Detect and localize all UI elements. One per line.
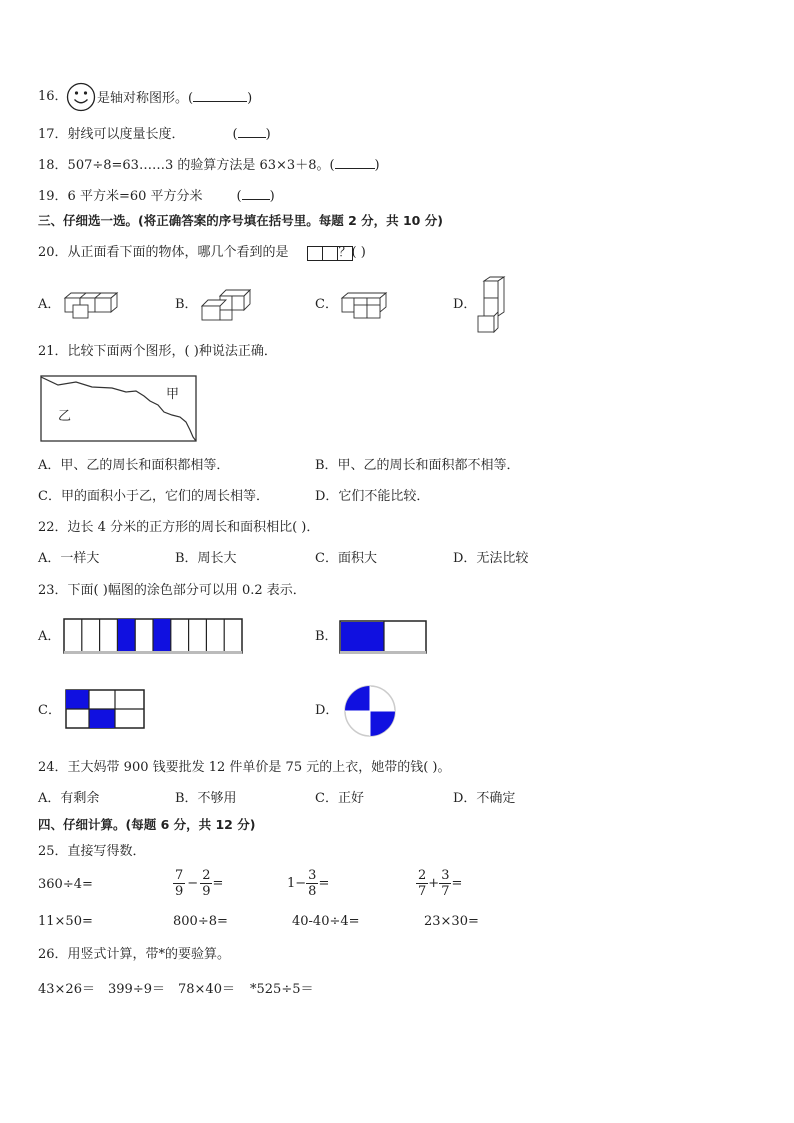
- fraction: $\frac{2}{9}$: [202, 868, 211, 899]
- calc-r2-c4: 23×30=: [424, 914, 479, 929]
- q21-option-d[interactable]: D．它们不能比较．: [315, 489, 430, 504]
- answer-blank[interactable]: [335, 155, 375, 169]
- calc-r2-c2: 800÷8=: [173, 914, 228, 929]
- fraction-strip-b: [339, 620, 429, 656]
- q24-option-b[interactable]: B．不够用: [175, 791, 237, 806]
- fraction: $\frac{7}{9}$: [175, 868, 184, 899]
- vertical-calc-4: *525÷5＝: [250, 982, 314, 997]
- cube-figure-d: [476, 276, 506, 334]
- vertical-calc-3: 78×40＝: [178, 982, 235, 997]
- q21-option-a[interactable]: A．甲、乙的周长和面积都相等．: [38, 458, 230, 473]
- question-20: 20．从正面看下面的物体，哪几个看到的是 ？( ): [38, 245, 366, 260]
- cube-figure-c: [340, 290, 390, 320]
- front-view-strip-icon: [307, 246, 353, 261]
- answer-blank[interactable]: [238, 124, 266, 138]
- calc-r1-c2: $\frac{7}{9}$ − $\frac{2}{9}$ =: [175, 868, 224, 899]
- q20-option-a[interactable]: A．: [38, 297, 61, 312]
- fraction-strip-a: [63, 618, 245, 656]
- calc-r1-c1: 360÷4=: [38, 877, 93, 892]
- label-jia: 甲: [166, 387, 180, 402]
- q23-option-d[interactable]: D．: [315, 703, 339, 718]
- q23-option-c[interactable]: C．: [38, 703, 61, 718]
- q20-option-c[interactable]: C．: [315, 297, 338, 312]
- section-4-heading: 四、仔细计算。(每题 6 分，共 12 分): [38, 817, 256, 832]
- question-17: 17．射线可以度量长度． ( ): [38, 124, 271, 144]
- calc-r2-c1: 11×50=: [38, 914, 93, 929]
- q22-option-c[interactable]: C．面积大: [315, 551, 377, 566]
- vertical-calc-1: 43×26＝: [38, 982, 95, 997]
- q20-option-d[interactable]: D．: [453, 297, 477, 312]
- q23-option-b[interactable]: B．: [315, 629, 338, 644]
- fraction: $\frac{2}{7}$: [418, 868, 427, 899]
- fraction: $\frac{3}{7}$: [441, 868, 450, 899]
- question-16: [38, 88, 68, 106]
- question-26: 26．用竖式计算，带*的要验算。: [38, 947, 231, 962]
- q23-option-a[interactable]: A．: [38, 629, 61, 644]
- q24-option-d[interactable]: D．不确定: [453, 791, 516, 806]
- question-number: 16．: [38, 89, 68, 104]
- smiley-face-icon: [66, 82, 96, 112]
- question-18: 18．507÷8=63……3 的验算方法是 63×3＋8。( ): [38, 155, 380, 175]
- fraction-circle-d: [344, 682, 398, 740]
- question-24: 24．王大妈带 900 钱要批发 12 件单价是 75 元的上衣，她带的钱( )。: [38, 760, 451, 775]
- question-23: 23．下面( )幅图的涂色部分可以用 0.2 表示．: [38, 583, 306, 598]
- question-25: 25．直接写得数．: [38, 844, 146, 859]
- q22-option-d[interactable]: D．无法比较: [453, 551, 529, 566]
- fraction: $\frac{3}{8}$: [308, 868, 317, 899]
- section-3-heading: 三、仔细选一选。(将正确答案的序号填在括号里。每题 2 分，共 10 分): [38, 213, 443, 228]
- q22-option-b[interactable]: B．周长大: [175, 551, 237, 566]
- calc-r1-c3: 1− $\frac{3}{8}$ =: [287, 868, 330, 899]
- answer-blank[interactable]: [193, 88, 247, 102]
- question-21: 21．比较下面两个图形，( )种说法正确．: [38, 344, 277, 359]
- q21-option-b[interactable]: B．甲、乙的周长和面积都不相等．: [315, 458, 520, 473]
- q24-option-a[interactable]: A．有剩余: [38, 791, 100, 806]
- q21-option-c[interactable]: C．甲的面积小于乙，它们的周长相等．: [38, 489, 269, 504]
- fraction-grid-c: [65, 689, 147, 731]
- q22-option-a[interactable]: A．一样大: [38, 551, 100, 566]
- answer-blank[interactable]: [242, 186, 270, 200]
- q24-option-c[interactable]: C．正好: [315, 791, 364, 806]
- label-yi: 乙: [58, 409, 72, 424]
- q20-option-b[interactable]: B．: [175, 297, 198, 312]
- question-16-text: 是轴对称图形。( ): [97, 88, 252, 108]
- vertical-calc-2: 399÷9＝: [108, 982, 165, 997]
- calc-r2-c3: 40-40÷4=: [292, 914, 360, 929]
- cube-figure-a: [63, 290, 119, 320]
- question-19: 19．6 平方米=60 平方分米 ( ): [38, 186, 275, 206]
- cube-figure-b: [200, 286, 252, 322]
- question-22: 22．边长 4 分米的正方形的周长和面积相比( )．: [38, 520, 320, 535]
- calc-r1-c4: $\frac{2}{7}$ + $\frac{3}{7}$ =: [418, 868, 463, 899]
